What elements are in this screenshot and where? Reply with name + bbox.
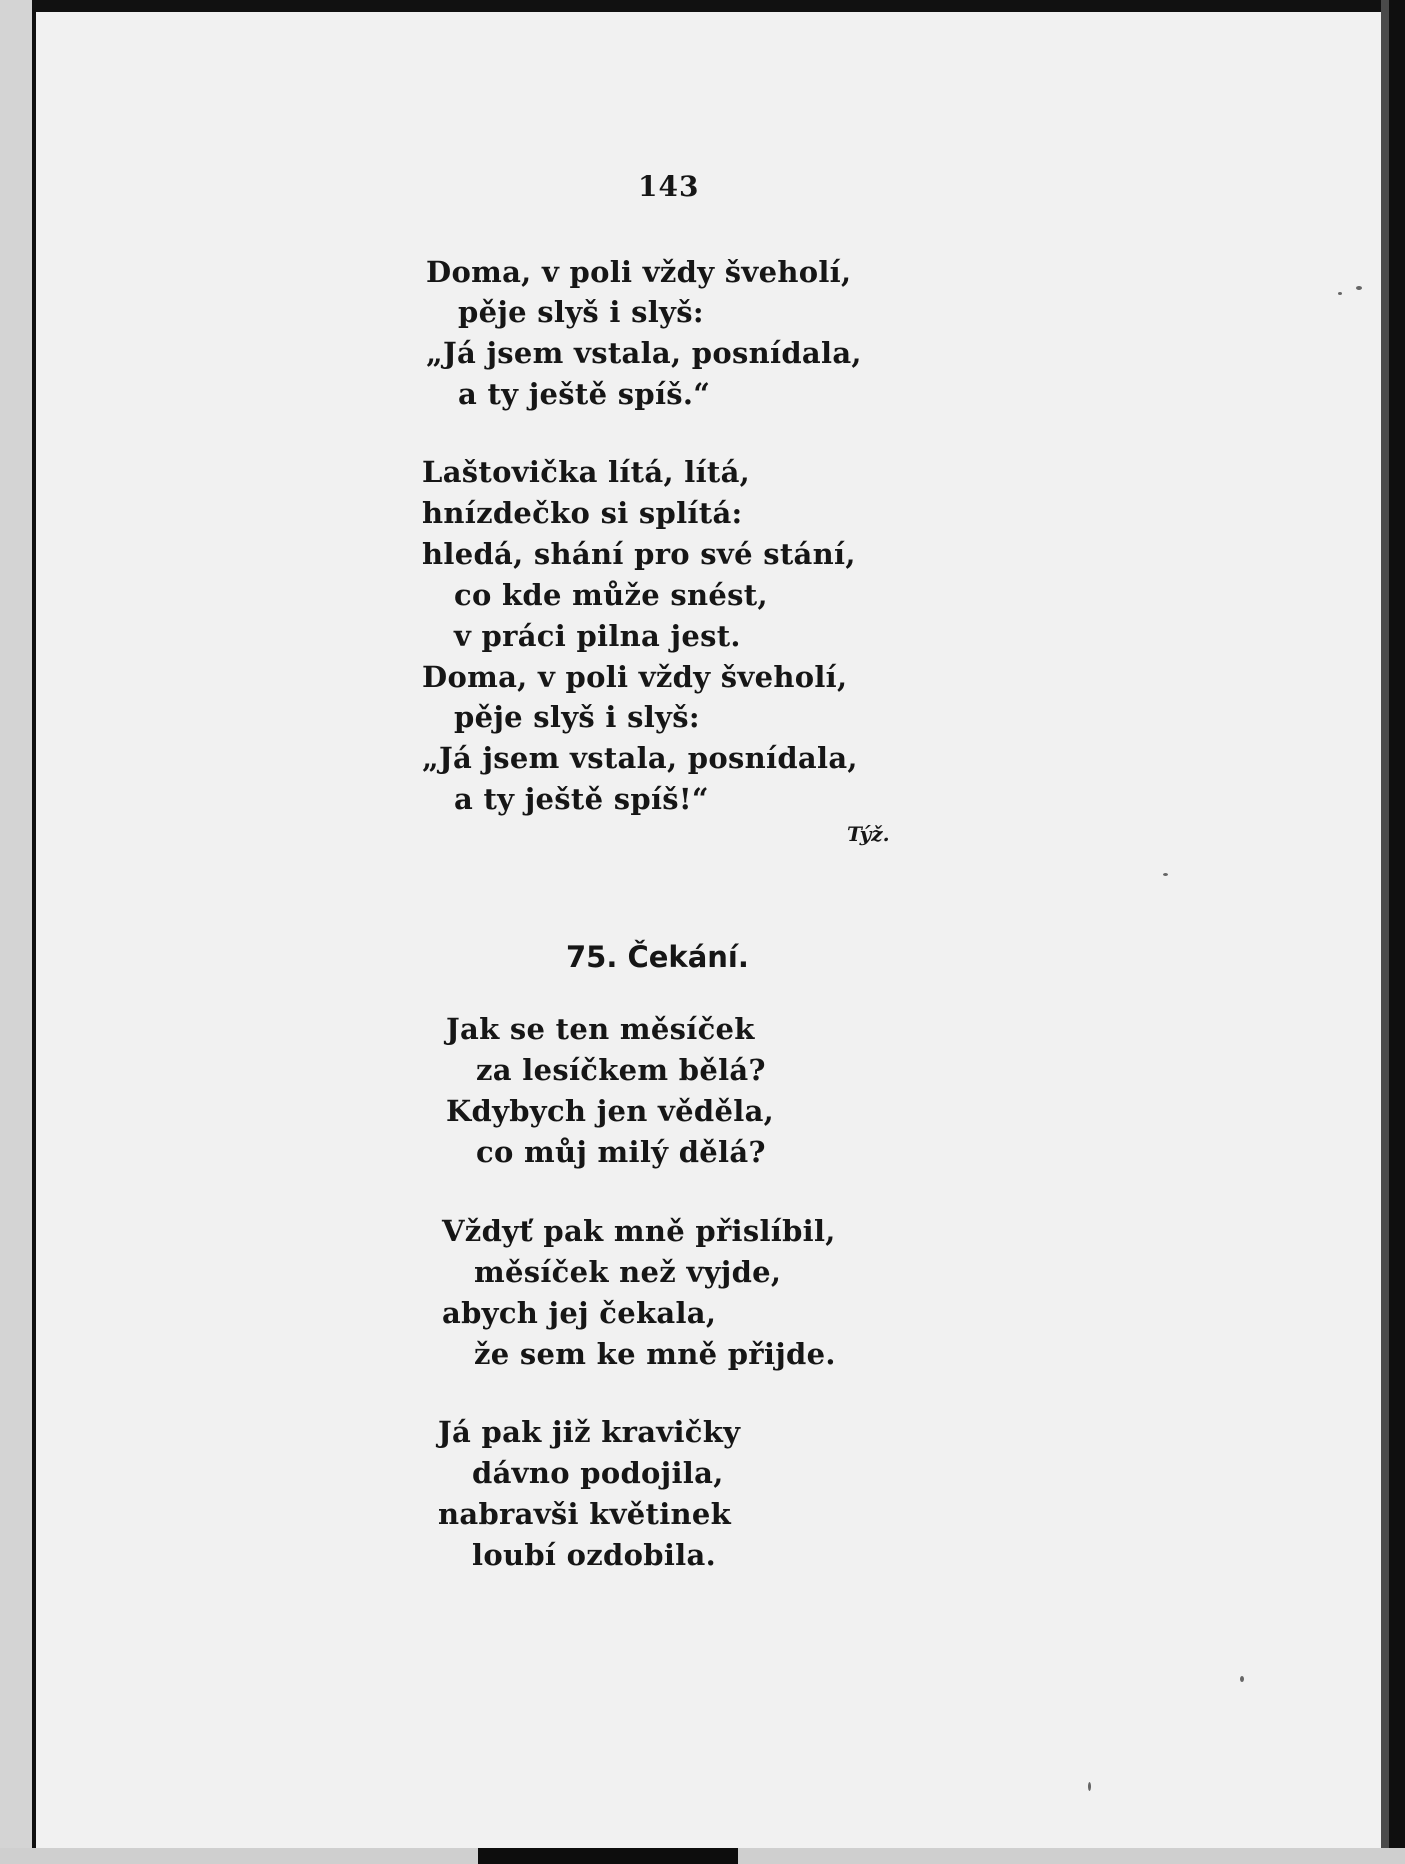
poem-line: „Já jsem vstala, posnídala,: [422, 741, 858, 775]
poem-line: hnízdečko si splítá:: [422, 496, 743, 530]
poem-line: v práci pilna jest.: [454, 619, 741, 653]
scan-right-shade: [1381, 0, 1389, 1864]
poem-line: Doma, v poli vždy šveholí,: [422, 660, 848, 694]
poem-line: měsíček než vyjde,: [474, 1255, 782, 1289]
scan-speck: [1338, 292, 1342, 295]
poem-line: Já pak již kravičky: [438, 1415, 741, 1449]
section-title: 75. Čekání.: [566, 940, 749, 974]
poem-line: Kdybych jen věděla,: [446, 1094, 775, 1128]
poem-line: hledá, shání pro své stání,: [422, 537, 856, 571]
poem-line: loubí ozdobila.: [472, 1538, 716, 1572]
poem-line: Laštovička lítá, lítá,: [422, 455, 751, 489]
poem-line: pěje slyš i slyš:: [458, 295, 704, 329]
poem-line: Vždyť pak mně přislíbil,: [442, 1214, 836, 1248]
scan-left-margin: [0, 0, 32, 1864]
poem-line: Doma, v poli vždy šveholí,: [426, 255, 852, 289]
scan-right-border: [1389, 0, 1405, 1864]
scan-speck: [1163, 873, 1168, 876]
scan-speck: [1088, 1782, 1091, 1791]
poem-line: abych jej čekala,: [442, 1296, 717, 1330]
poem-line: co můj milý dělá?: [476, 1135, 766, 1169]
poem-line: Jak se ten měsíček: [446, 1012, 755, 1046]
poem-line: a ty ještě spíš.“: [458, 377, 711, 411]
poem-line: že sem ke mně přijde.: [474, 1337, 836, 1371]
poem-line: za lesíčkem bělá?: [476, 1053, 766, 1087]
scan-speck: [1356, 286, 1362, 290]
scan-top-border: [0, 0, 1405, 12]
poem-line: co kde může snést,: [454, 578, 768, 612]
poem-line: nabravši květinek: [438, 1497, 732, 1531]
poem-line: pěje slyš i slyš:: [454, 700, 700, 734]
scan-left-edge-line: [32, 8, 36, 1858]
scan-bottom-bar: [478, 1848, 738, 1864]
attribution: Týž.: [847, 822, 890, 846]
scan-speck: [1240, 1676, 1244, 1682]
page-number: 143: [638, 170, 700, 203]
poem-line: a ty ještě spíš!“: [454, 782, 709, 816]
poem-line: dávno podojila,: [472, 1456, 724, 1490]
poem-line: „Já jsem vstala, posnídala,: [426, 336, 862, 370]
